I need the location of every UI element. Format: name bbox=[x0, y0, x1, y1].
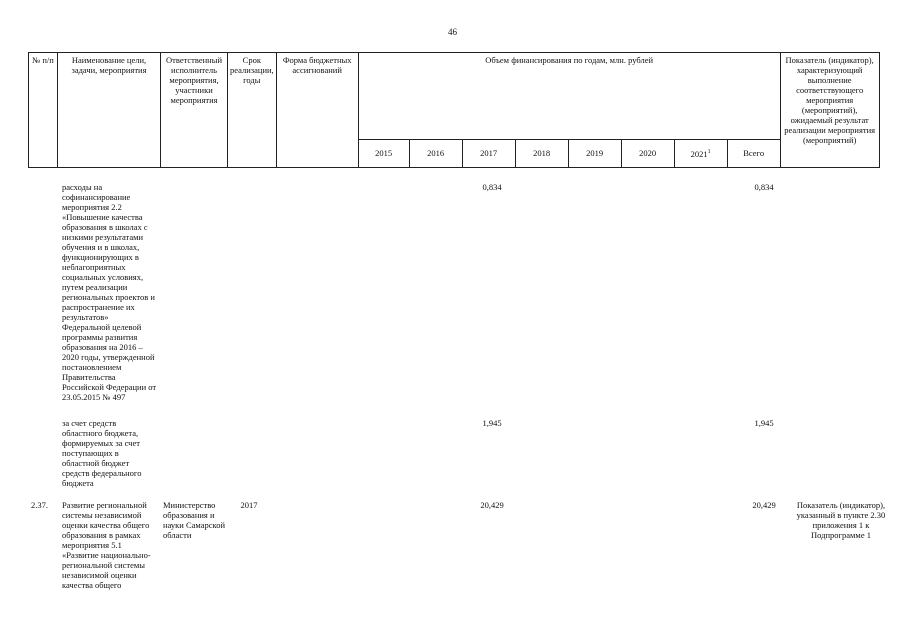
table-header bbox=[28, 52, 880, 168]
row-2-name: за счет средств областного бюджета, формируемых за счет поступающих в областной бюджет средств федерального бюджета bbox=[62, 418, 142, 488]
page-number: 46 bbox=[448, 27, 457, 37]
header-name: Наименование цели, задачи, мероприятия bbox=[58, 53, 161, 168]
row-1-2017-value: 0,834 bbox=[482, 182, 502, 192]
header-year-2018: 2018 bbox=[515, 139, 568, 167]
row-1-total-value: 0,834 bbox=[754, 182, 774, 192]
header-funding: Объем финансирования по годам, млн. рублей bbox=[358, 53, 780, 140]
row-2-2017-value: 1,945 bbox=[482, 418, 502, 428]
header-year-2019: 2019 bbox=[568, 139, 621, 167]
header-year-2016: 2016 bbox=[409, 139, 462, 167]
row-3-2017-value: 20,429 bbox=[480, 500, 504, 510]
header-budget-form: Форма бюджетных ассигнований bbox=[276, 53, 358, 168]
row-3-indicator: Показатель (индикатор), указанный в пункте 2.30 приложения 1 к Подпрограмме 1 bbox=[796, 500, 886, 540]
header-year-2015: 2015 bbox=[358, 139, 409, 167]
header-year-2021: 2021$^1$ bbox=[674, 139, 727, 167]
row-1-name: расходы на софинансирование мероприятия 2.2 «Повышение качества образования в школах с низкими результатами обучения и в школах, функционирующих в неблагоприятных социальных условиях, путем реализации региональных проектов и распространение их результатов» Федеральной целевой программы развития образования на 2016 – 2020 годы, утвержденной постановлением Правительства Российской Федерации от 23.05.2015 № 497 bbox=[62, 182, 157, 402]
row-3-responsible: Министерство образования и науки Самарской области bbox=[163, 500, 225, 540]
header-term: Срок реализации, годы bbox=[228, 53, 277, 168]
row-3-term: 2017 bbox=[240, 500, 258, 510]
header-indicator: Показатель (индикатор), характеризующий выполнение соответствующего мероприятия (мероприятий), ожидаемый результат реализации мероприятия (мероприятий) bbox=[780, 53, 879, 168]
header-year-2017: 2017 bbox=[462, 139, 515, 167]
row-2-total-value: 1,945 bbox=[754, 418, 774, 428]
header-year-2020: 2020 bbox=[621, 139, 674, 167]
header-total: Всего bbox=[727, 139, 780, 167]
row-3-num: 2.37. bbox=[31, 500, 48, 510]
header-responsible: Ответственный исполнитель мероприятия, участники мероприятия bbox=[161, 53, 228, 168]
row-3-total-value: 20,429 bbox=[752, 500, 776, 510]
row-3-name: Развитие региональной системы независимой оценки качества общего образования в рамках мероприятия 5.1 «Развитие национально-региональной системы независимой оценки качества общего bbox=[62, 500, 151, 590]
header-num: № п/п bbox=[29, 53, 58, 168]
